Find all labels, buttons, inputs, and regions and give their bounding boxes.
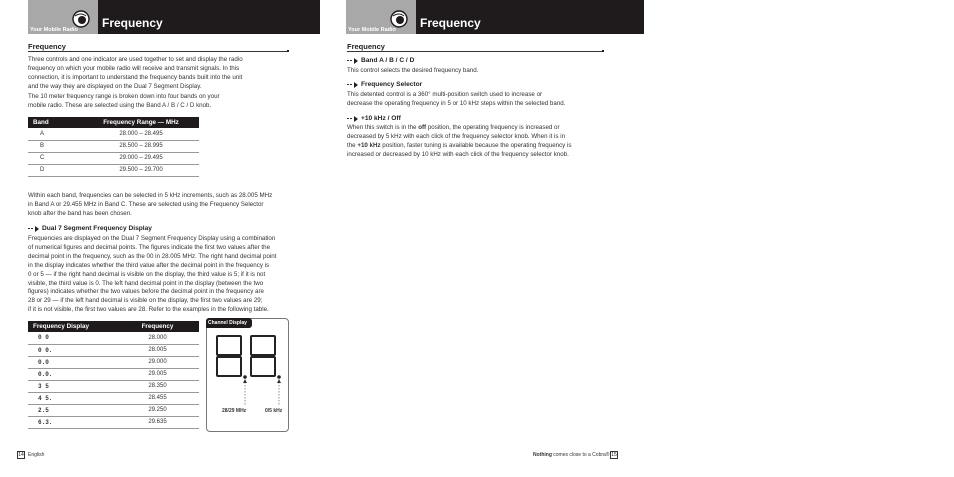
table-row: [28, 164, 199, 176]
range-cell: 29.000 – 29.495: [83, 152, 199, 164]
khz-switch-heading: [347, 115, 401, 122]
intro-line: frequency on which your mobile radio will receive and transmit signals. In this: [28, 64, 240, 72]
right-header-tab: [346, 0, 416, 34]
frequency-selector-heading-text: Frequency Selector: [361, 81, 423, 88]
channel-display-tag-text: Channel Display: [208, 320, 247, 326]
frequency-cell: 28.455: [116, 392, 199, 404]
increments-line: in Band A or 29.455 MHz in Band C. These are selected using the Frequency Selector: [28, 200, 264, 208]
range-cell: 28.500 – 28.995: [83, 140, 199, 152]
right-section-rule: [347, 51, 603, 52]
frequency-cell: 28.350: [116, 380, 199, 392]
table-row: [28, 368, 199, 380]
frequency-table-header-frequency: Frequency: [116, 321, 199, 332]
right-header-bar: [346, 0, 644, 34]
khz-line: When this switch is in the off position, the operating frequency is increased or: [347, 124, 560, 131]
band-control-heading: [347, 57, 414, 64]
arrow-bullet-icon: [347, 82, 358, 88]
frequency-cell: 28.005: [116, 344, 199, 356]
selector-line: This detented control is a 360° multi-position switch used to increase or: [347, 91, 543, 98]
left-section-rule: [28, 51, 288, 52]
band-table-header-row: [28, 117, 199, 128]
left-page-title: Frequency: [102, 16, 163, 30]
band-control-text: This control selects the desired frequency band.: [347, 67, 479, 74]
dual-display-line: visible, the third value is 0. The left hand decimal point in the display (between the two: [28, 279, 264, 287]
band-cell: C: [28, 152, 83, 164]
left-page-number: 14: [18, 452, 24, 458]
left-header-tab: [28, 0, 98, 34]
dual-display-line: figures) indicates whether the two values before the decimal point in the frequency are: [28, 288, 264, 296]
band-table: [28, 117, 199, 177]
bands-intro-line: The 10 meter frequency range is broken down into four bands on your: [28, 93, 220, 100]
left-page: [0, 0, 320, 477]
right-header-tab-text: Your Mobile Radio: [348, 27, 396, 33]
channel-display-tag: [206, 318, 252, 328]
right-page-number: 15: [611, 452, 617, 458]
left-section-rule-dot: [287, 50, 289, 52]
range-cell: 29.500 – 29.700: [83, 164, 199, 176]
bands-intro-line: mobile radio. These are selected using the Band A / B / C / D knob.: [28, 101, 212, 109]
intro-line: and the way they are displayed on the Dual 7 Segment Display.: [28, 82, 202, 90]
band-cell: D: [28, 164, 83, 176]
selector-line: decrease the operating frequency in 5 or 10 kHz steps within the selected band.: [347, 99, 566, 107]
display-cell: 3 5: [28, 380, 116, 392]
khz-switch-paragraph: [347, 124, 639, 160]
arrow-bullet-icon: [28, 226, 39, 232]
table-row: [28, 416, 199, 428]
band-cell: A: [28, 128, 83, 140]
band-cell: B: [28, 140, 83, 152]
band-table-header-band: Band: [28, 117, 83, 128]
dual-display-line: if it is not visible, the first two values are 28. Refer to the examples in the following table.: [28, 306, 269, 314]
display-cell: 0 0: [28, 332, 116, 344]
arrow-bullet-icon: [347, 116, 358, 122]
increments-line: knob after the band has been chosen.: [28, 209, 132, 217]
frequency-selector-paragraph: [347, 91, 637, 109]
blank-area: [644, 0, 954, 477]
right-section-heading: Frequency: [347, 42, 385, 51]
left-footer-language: English: [28, 452, 45, 458]
channel-display-label-khz: 0/5 kHz: [265, 408, 283, 414]
right-page-title: Frequency: [420, 16, 481, 30]
channel-display-label-mhz: 28/29 MHz: [222, 408, 247, 414]
khz-line: decreased by 5 kHz with each click of the frequency selector knob. When it is in: [347, 132, 566, 140]
dual-display-heading: [28, 225, 152, 232]
intro-line: Three controls and one indicator are used together to set and display the radio: [28, 56, 243, 63]
dual-display-line: Frequencies are displayed on the Dual 7 Segment Frequency Display using a combination: [28, 235, 276, 242]
display-cell: 2.5: [28, 404, 116, 416]
range-cell: 28.000 – 28.495: [83, 128, 199, 140]
dual-display-paragraph: [28, 235, 298, 315]
bands-intro-paragraph: [28, 93, 293, 111]
band-control-heading-text: Band A / B / C / D: [361, 57, 415, 64]
right-page: [320, 0, 644, 477]
frequency-cell: 29.635: [116, 416, 199, 428]
dual-display-line: 28 or 29 — if the left hand decimal is visible on the display, the first two values are 29;: [28, 297, 263, 305]
frequency-selector-heading: [347, 81, 422, 88]
table-row: [28, 332, 199, 344]
cobra-logo-icon: [72, 10, 90, 28]
display-cell: 0 0.: [28, 344, 116, 356]
arrow-bullet-icon: [347, 58, 358, 64]
table-row: [28, 380, 199, 392]
dual-display-heading-text: Dual 7 Segment Frequency Display: [42, 225, 152, 232]
left-header-bar: [28, 0, 320, 34]
display-cell: 0.0: [28, 356, 116, 368]
right-section-rule-dot: [602, 50, 604, 52]
display-cell: 4 5.: [28, 392, 116, 404]
khz-line: the +10 kHz position, faster tuning is available because the operating frequency is: [347, 141, 572, 149]
seven-segment-digits-icon: [214, 334, 284, 414]
frequency-cell: 29.005: [116, 368, 199, 380]
frequency-table-header-display: Frequency Display: [28, 321, 116, 332]
right-footer-tagline: Nothing comes close to a Cobra®: [533, 452, 610, 458]
band-table-header-range: Frequency Range — MHz: [83, 117, 199, 128]
frequency-cell: 29.250: [116, 404, 199, 416]
frequency-display-table: [28, 321, 199, 429]
dual-display-line: in the display indicates whether the third value after the decimal point in the frequency is: [28, 261, 270, 269]
intro-line: connection, it is important to understand the frequency bands built into the unit: [28, 73, 243, 81]
table-row: [28, 404, 199, 416]
khz-switch-heading-text: +10 kHz / Off: [361, 115, 401, 122]
table-row: [28, 344, 199, 356]
khz-line: increased or decreased by 10 kHz with each click of the frequency selector knob.: [347, 150, 569, 158]
frequency-cell: 29.000: [116, 356, 199, 368]
table-row: [28, 140, 199, 152]
left-section-heading: Frequency: [28, 42, 66, 51]
display-cell: 6.3.: [28, 416, 116, 428]
dual-display-line: decimal point in the frequency, such as the 00 in 28.005 MHz. The right hand decimal point: [28, 252, 277, 260]
increments-paragraph: [28, 192, 293, 219]
table-row: [28, 392, 199, 404]
intro-paragraph: [28, 56, 293, 92]
dual-display-line: of numerical figures and decimal points. The figures indicate the first two values after the: [28, 243, 271, 251]
left-header-tab-text: Your Mobile Radio: [30, 27, 78, 33]
increments-line: Within each band, frequencies can be selected in 5 kHz increments, such as 28.005 MHz: [28, 192, 273, 199]
table-row: [28, 128, 199, 140]
dual-display-line: 0 or 5 — if the right hand decimal is visible on the display, the third value is 5; if it is not: [28, 270, 266, 278]
cobra-logo-icon: [390, 10, 408, 28]
display-cell: 0.0.: [28, 368, 116, 380]
frequency-cell: 28.000: [116, 332, 199, 344]
table-row: [28, 152, 199, 164]
frequency-table-header-row: [28, 321, 199, 332]
table-row: [28, 356, 199, 368]
